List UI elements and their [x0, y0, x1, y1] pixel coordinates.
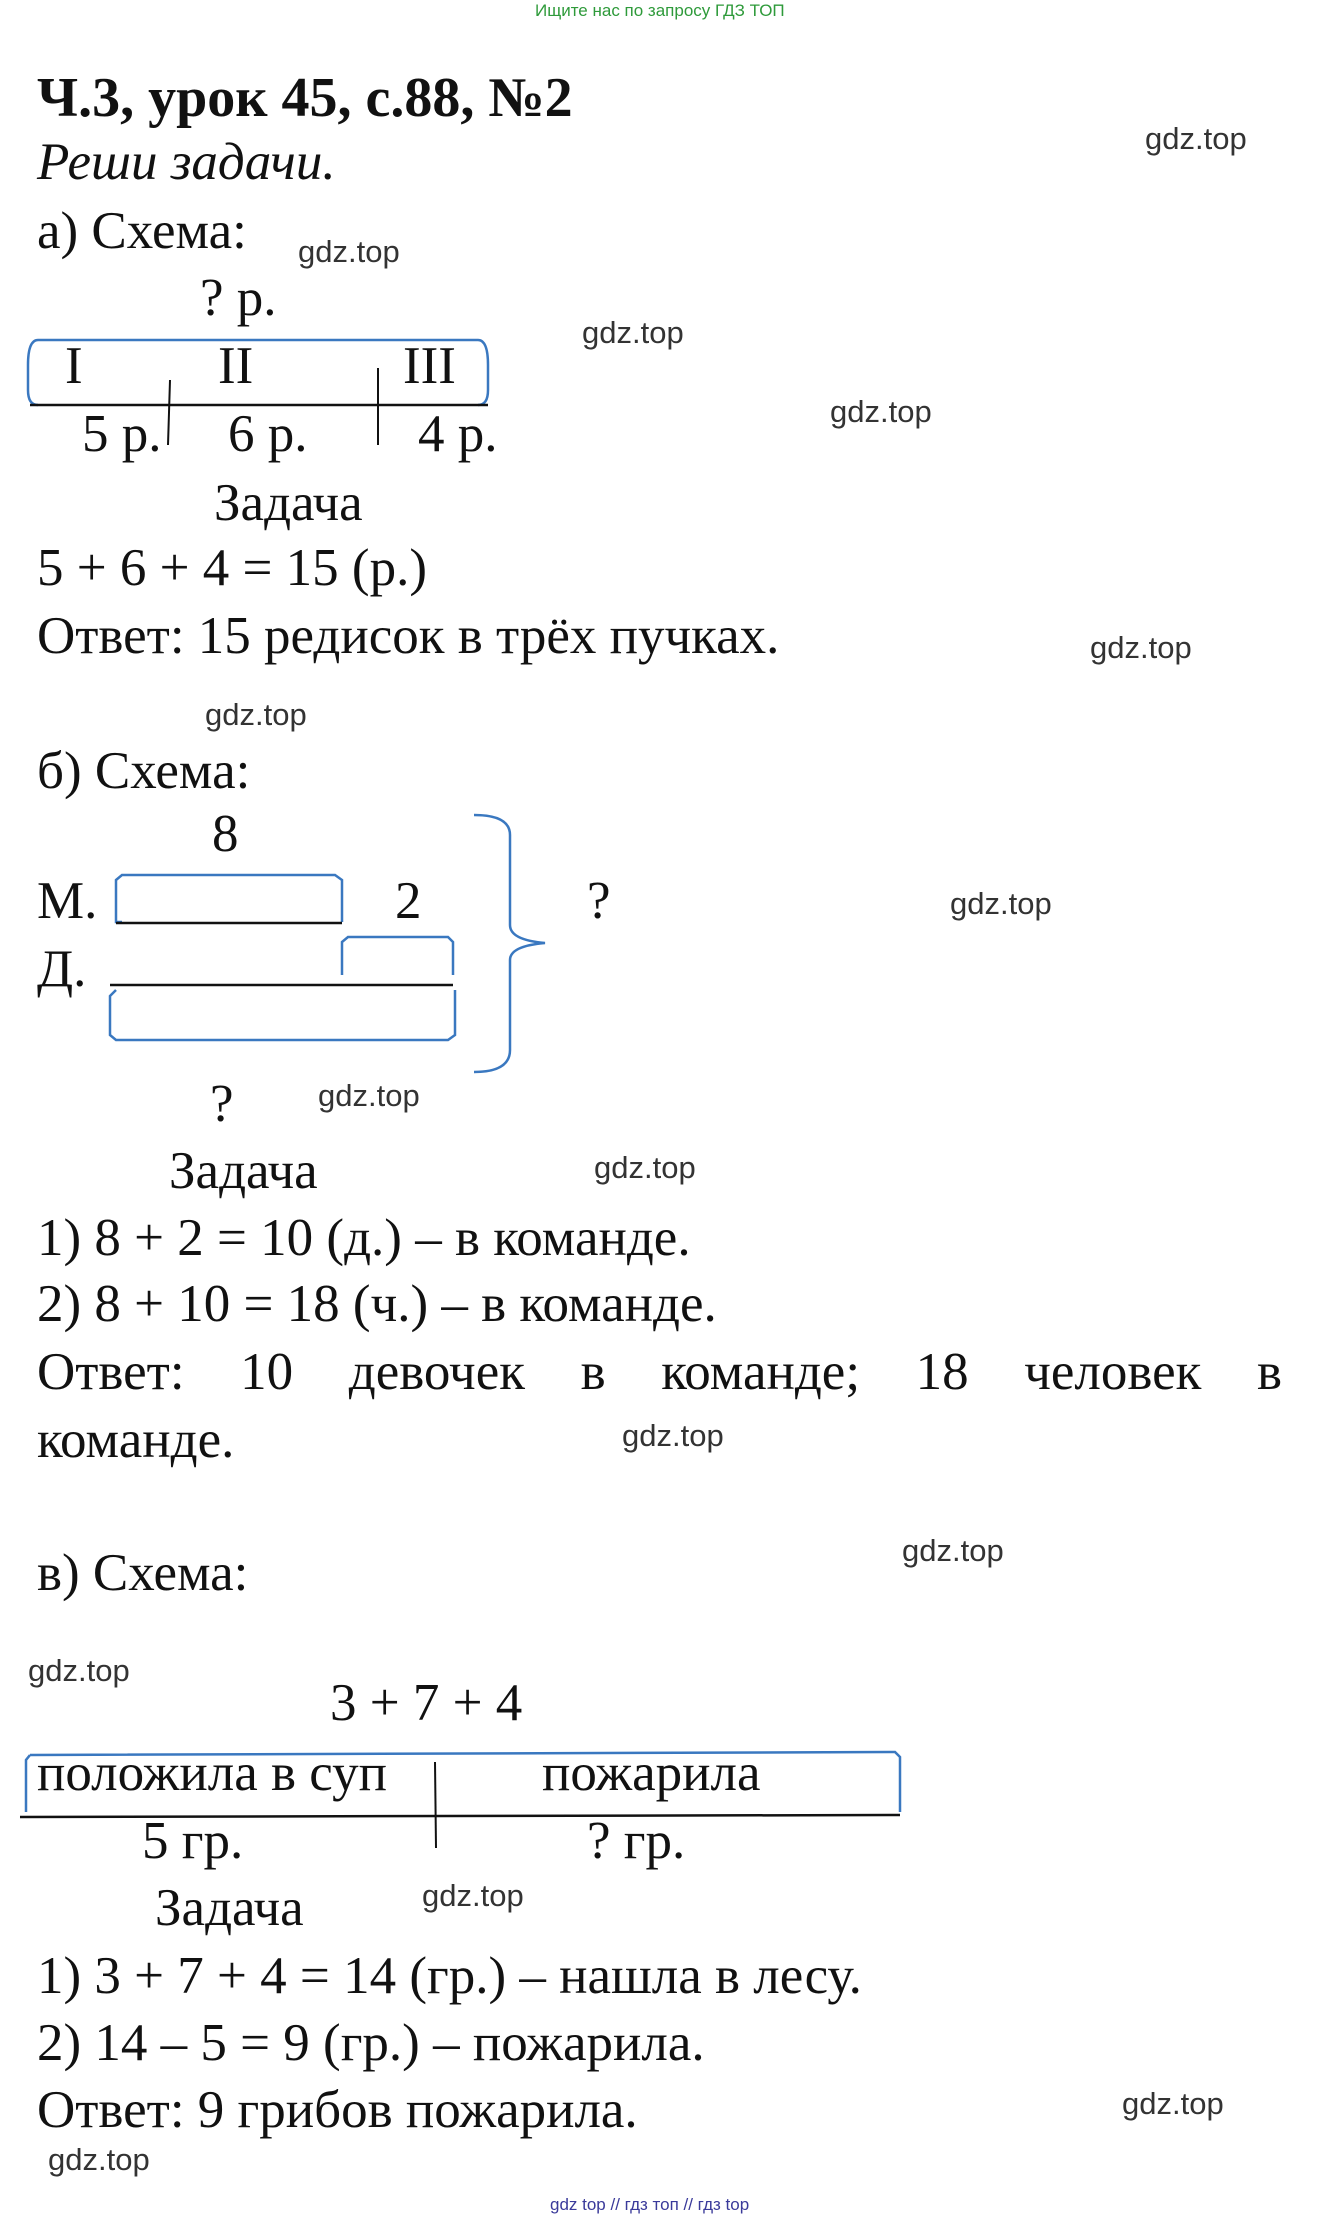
part-b-task-label: Задача — [169, 1142, 318, 1200]
watermark: gdz.top — [1122, 2086, 1224, 2121]
part-a-label-1: I — [65, 337, 83, 395]
part-c-right-label: пожарила — [542, 1744, 761, 1802]
watermark: gdz.top — [594, 1150, 696, 1185]
part-b-answer-line-1: Ответ: 10 девочек в команде; 18 человек в — [37, 1343, 1282, 1401]
part-b-row1-label: М. — [37, 872, 98, 930]
part-b-bottom-question: ? — [210, 1075, 234, 1133]
instruction: Реши задачи. — [37, 133, 336, 191]
part-a-label-2: II — [218, 337, 254, 395]
watermark: gdz.top — [422, 1878, 524, 1913]
part-b-step-2: 2) 8 + 10 = 18 (ч.) – в команде. — [37, 1275, 717, 1333]
part-c-divider — [435, 1762, 436, 1848]
top-search-note: Ищите нас по запросу ГДЗ ТОП — [535, 1, 785, 20]
part-b-total-question: ? — [587, 872, 611, 930]
part-c-task-label: Задача — [155, 1879, 304, 1937]
part-a-label-3: III — [403, 337, 456, 395]
part-a-answer: Ответ: 15 редисок в трёх пучках. — [37, 607, 780, 665]
watermark: gdz.top — [1090, 630, 1192, 665]
watermark: gdz.top — [622, 1418, 724, 1453]
part-b-row2-label: Д. — [37, 940, 87, 998]
part-b-step-1: 1) 8 + 2 = 10 (д.) – в команде. — [37, 1209, 691, 1267]
part-c-total: 3 + 7 + 4 — [330, 1674, 523, 1732]
part-c-answer: Ответ: 9 грибов пожарила. — [37, 2081, 638, 2139]
part-c-heading: в) Схема: — [37, 1544, 249, 1602]
part-b-answer-line-2: команде. — [37, 1411, 235, 1469]
part-a-heading: а) Схема: — [37, 202, 247, 260]
part-c-right-value: ? гр. — [587, 1812, 686, 1870]
page-title: Ч.3, урок 45, с.88, №2 — [37, 67, 573, 129]
part-a-value-1: 5 р. — [82, 405, 162, 463]
part-a-value-3: 4 р. — [418, 405, 498, 463]
watermark: gdz.top — [28, 1653, 130, 1688]
part-b-heading: б) Схема: — [37, 742, 251, 800]
watermark: gdz.top — [298, 234, 400, 269]
part-c-step-1: 1) 3 + 7 + 4 = 14 (гр.) – нашла в лесу. — [37, 1947, 862, 2005]
watermark: gdz.top — [950, 886, 1052, 921]
part-b-top-value: 8 — [212, 805, 239, 863]
watermark: gdz.top — [582, 315, 684, 350]
watermark: gdz.top — [902, 1533, 1004, 1568]
watermark: gdz.top — [830, 394, 932, 429]
part-a-value-2: 6 р. — [228, 405, 308, 463]
part-c-left-value: 5 гр. — [142, 1812, 244, 1870]
watermark: gdz.top — [48, 2142, 150, 2177]
watermark: gdz.top — [1145, 121, 1247, 156]
part-b-extra-value: 2 — [395, 872, 422, 930]
part-a-solution: 5 + 6 + 4 = 15 (р.) — [37, 539, 427, 597]
part-a-task-label: Задача — [214, 474, 363, 532]
watermark: gdz.top — [205, 697, 307, 732]
part-c-left-label: положила в суп — [37, 1744, 387, 1802]
watermark: gdz.top — [318, 1078, 420, 1113]
footer-note: gdz top // гдз топ // гдз top — [550, 2195, 750, 2214]
part-c-step-2: 2) 14 – 5 = 9 (гр.) – пожарила. — [37, 2014, 705, 2072]
part-a-total: ? р. — [200, 269, 277, 327]
